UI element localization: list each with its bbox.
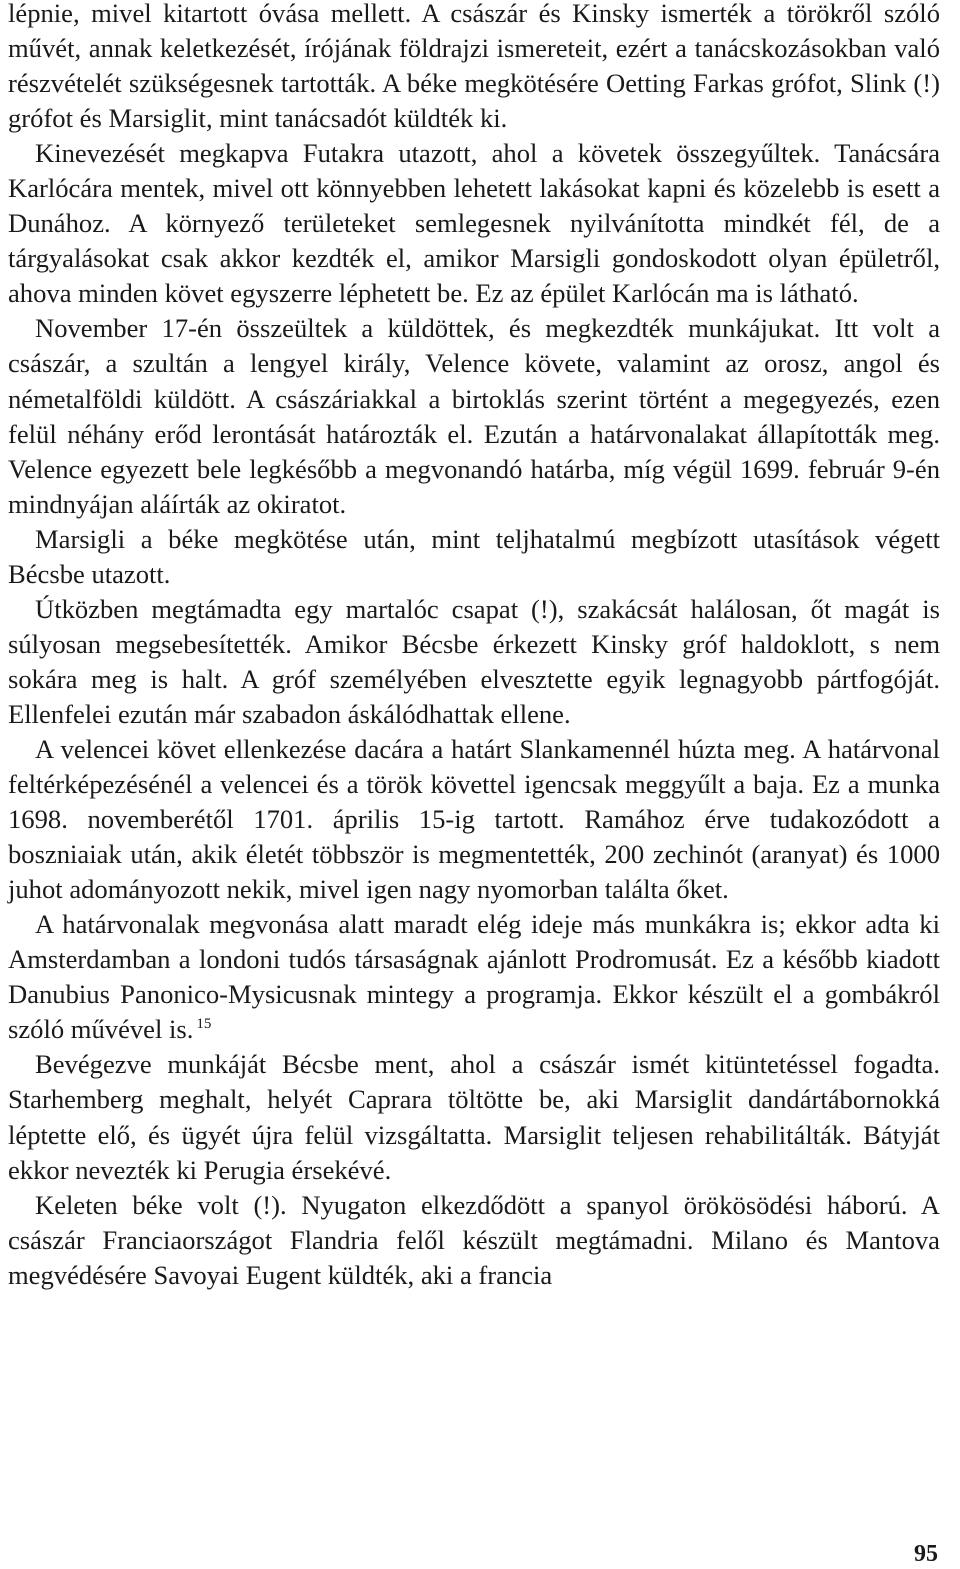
paragraph-3: November 17-én összeültek a küldöttek, és megkezdték munkájukat. Itt volt a császár, a szultán a lengyel király, Velence követe, valamint az orosz, angol és németalföldi küldött. A császáriakkal a birtoklás szerint történt a megegyezés, ezen felül néhány erőd lerontását határozták el. Ezután a határvonalakat állapították meg. Velence egyezett bele legkésőbb a megvonandó határba, míg végül 1699. február 9-én mindnyájan aláírták az okiratot. — [8, 313, 940, 519]
paragraph-5: Útközben megtámadta egy martalóc csapat (!), szakácsát halálosan, őt magát is súlyosan megsebesítették. Amikor Bécsbe érkezett Kinsky gróf haldoklott, s nem sokára meg is halt. A gróf személyében elvesztette egyik legnagyobb pártfogóját. Ellenfelei ezután már szabadon áskálódhattak ellene. — [8, 593, 940, 729]
page-body — [8, 0, 940, 1293]
footnote-reference: 15 — [196, 1016, 212, 1033]
paragraph-8: Bevégezve munkáját Bécsbe ment, ahol a császár ismét kitüntetéssel fogadta. Starhemberg meghalt, helyét Caprara töltötte be, aki Marsiglit dandártábornokká léptette elő, és ügyét újra felül vizsgáltatta. Marsiglit teljesen rehabilitálták. Bátyját ekkor nevezték ki Perugia érsekévé. — [8, 1049, 940, 1185]
page-number: 95 — [914, 1541, 938, 1567]
paragraph-2: Kinevezését megkapva Futakra utazott, ahol a követek összegyűltek. Tanácsára Karlócára mentek, mivel ott könnyebben lehetett lakásokat kapni és közelebb is esett a Dunához. A környező területeket semlegesnek nyilvánította mindkét fél, de a tárgyalásokat csak akkor kezdték el, amikor Marsigli gondoskodott olyan épületről, ahova minden követ egyszerre léphetett be. Ez az épület Karlócán ma is látható. — [8, 138, 940, 309]
paragraph-9: Keleten béke volt (!). Nyugaton elkezdődött a spanyol örökösödési háború. A császár Franciaországot Flandria felől készült megtámadni. Milano és Mantova megvédésére Savoyai Eugent küldték, aki a francia — [8, 1189, 940, 1290]
paragraph-4: Marsigli a béke megkötése után, mint teljhatalmú megbízott utasítások végett Bécsbe utazott. — [8, 523, 940, 589]
paragraph-6: A velencei követ ellenkezése dacára a határt Slankamennél húzta meg. A határvonal feltérképezésénél a velencei és a török követtel igencsak meggyűlt a baja. Ez a munka 1698. novemberétől 1701. április 15-ig tartott. Ramához érve tudakozódott a boszniaiak után, akik életét többször is megmentették, 200 zechinót (aranyat) és 1000 juhot adományozott nekik, mivel igen nagy nyomorban találta őket. — [8, 733, 940, 905]
paragraph-7-text: A határvonalak megvonása alatt maradt elég ideje más munkákra is; ekkor adta ki Amsterdamban a londoni tudós társaságnak ajánlott Prodromusát. Ez a később kiadott Danubius Panonico-Mysicusnak mintegy a programja. Ekkor készült el a gombákról szóló művével is. — [8, 909, 940, 1045]
paragraph-7 — [8, 907, 940, 1047]
paragraph-1: lépnie, mivel kitartott óvása mellett. A császár és Kinsky ismerték a törökről szóló művét, annak keletkezését, írójának földrajzi ismereteit, ezért a tanácskozásokban való részvételét szükségesnek tartották. A béke megkötésére Oetting Farkas grófot, Slink (!) grófot és Marsiglit, mint tanácsadót küldték ki. — [8, 0, 940, 134]
